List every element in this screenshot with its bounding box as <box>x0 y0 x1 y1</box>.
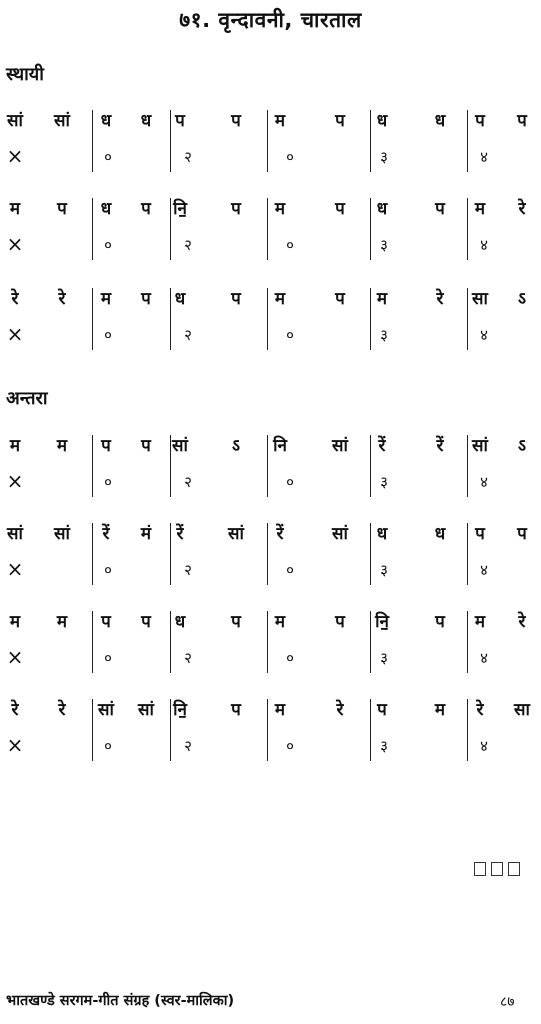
swar-note: प <box>435 199 445 219</box>
swar-note: सा <box>472 289 488 309</box>
swar-note: म <box>274 199 286 219</box>
swar-note: सां <box>228 524 244 544</box>
swar-note: म <box>274 612 286 632</box>
tala-mark: ० <box>104 737 112 755</box>
swar-note: म <box>274 700 286 720</box>
swar-note: प <box>335 111 345 131</box>
swar-note: रे <box>476 700 484 720</box>
sam-mark: × <box>6 733 24 757</box>
tala-mark: ३ <box>380 326 388 344</box>
vibhag-divider <box>267 435 268 497</box>
swar-note: रे <box>518 612 526 632</box>
tala-mark: २ <box>184 236 192 254</box>
swar-note: प <box>517 111 527 131</box>
swar-note: म <box>9 199 21 219</box>
vibhag-divider <box>267 198 268 260</box>
tala-mark: ४ <box>480 649 488 667</box>
vibhag-divider <box>370 110 371 172</box>
vibhag-divider <box>92 288 93 350</box>
tala-marks-row <box>0 557 541 590</box>
swar-note: म <box>9 612 21 632</box>
tala-mark: ० <box>104 148 112 166</box>
swar-note: सा <box>514 700 530 720</box>
tala-mark: ० <box>104 236 112 254</box>
swar-note: ध <box>174 289 186 309</box>
vibhag-divider <box>170 198 171 260</box>
vibhag-divider <box>467 435 468 497</box>
swar-note: ऽ <box>232 436 240 456</box>
swar-note: प <box>175 111 185 131</box>
swar-note: सां <box>332 436 348 456</box>
tala-mark: ४ <box>480 326 488 344</box>
vibhag-divider <box>467 523 468 585</box>
swar-note: रे <box>58 289 66 309</box>
tala-mark: ३ <box>380 649 388 667</box>
vibhag-divider <box>170 699 171 761</box>
section-label: अन्तरा <box>6 388 48 409</box>
notes-row <box>0 697 541 727</box>
tala-mark: ४ <box>480 561 488 579</box>
swar-note: प <box>335 289 345 309</box>
vibhag-divider <box>170 523 171 585</box>
swar-note: प <box>101 612 111 632</box>
swar-note: ध <box>376 524 388 544</box>
vibhag-divider <box>370 288 371 350</box>
vibhag-divider <box>92 523 93 585</box>
vibhag-divider <box>370 435 371 497</box>
swar-note: ध <box>376 199 388 219</box>
vibhag-divider <box>92 110 93 172</box>
swar-note: प <box>231 289 241 309</box>
vibhag-divider <box>170 611 171 673</box>
tala-mark: ३ <box>380 236 388 254</box>
swar-note: सां <box>54 524 70 544</box>
vibhag-divider <box>267 523 268 585</box>
swar-note: प <box>231 199 241 219</box>
swar-note: रे <box>436 289 444 309</box>
tala-mark: ० <box>286 649 294 667</box>
swar-note: प <box>101 436 111 456</box>
tala-mark: २ <box>184 649 192 667</box>
notes-row <box>0 521 541 551</box>
tala-mark: ० <box>104 649 112 667</box>
vibhag-divider <box>467 198 468 260</box>
swar-note: प <box>231 700 241 720</box>
book-footer: भातखण्डे सरगम-गीत संग्रह (स्वर-मालिका) <box>6 993 235 1009</box>
tala-mark: २ <box>184 148 192 166</box>
tala-mark: २ <box>184 737 192 755</box>
vibhag-divider <box>92 435 93 497</box>
tala-mark: ० <box>286 561 294 579</box>
swar-note: म <box>474 612 486 632</box>
swar-note: सां <box>472 436 488 456</box>
swar-note: सां <box>138 700 154 720</box>
tala-mark: ४ <box>480 148 488 166</box>
tala-mark: ० <box>104 326 112 344</box>
tala-mark: ३ <box>380 737 388 755</box>
swar-note: रें <box>378 436 386 456</box>
swar-note: सां <box>332 524 348 544</box>
swar-note: म <box>474 199 486 219</box>
swar-note: रे <box>11 700 19 720</box>
swar-note: प <box>141 436 151 456</box>
notes-row <box>0 196 541 226</box>
notes-row <box>0 108 541 138</box>
swar-note: म <box>434 700 446 720</box>
vibhag-divider <box>467 110 468 172</box>
swar-note: म <box>274 289 286 309</box>
swar-note: प <box>517 524 527 544</box>
vibhag-divider <box>170 435 171 497</box>
tala-mark: ३ <box>380 473 388 491</box>
tala-mark: ३ <box>380 148 388 166</box>
square-icon <box>474 862 486 876</box>
notes-row <box>0 286 541 316</box>
tala-marks-row <box>0 733 541 766</box>
swar-note: म <box>274 111 286 131</box>
tala-mark: ० <box>286 236 294 254</box>
vibhag-divider <box>267 110 268 172</box>
tala-marks-row <box>0 144 541 177</box>
tala-mark: ४ <box>480 236 488 254</box>
swar-note: सां <box>7 111 23 131</box>
tala-mark: २ <box>184 473 192 491</box>
swar-note: प <box>231 612 241 632</box>
vibhag-divider <box>370 198 371 260</box>
tala-mark: ० <box>104 561 112 579</box>
swar-note: सां <box>7 524 23 544</box>
tala-mark: ० <box>286 148 294 166</box>
tala-marks-row <box>0 232 541 265</box>
tala-marks-row <box>0 322 541 355</box>
swar-note: रे <box>336 700 344 720</box>
square-icon <box>508 862 520 876</box>
swar-note: नि॒ <box>173 199 187 219</box>
swar-note: प <box>141 612 151 632</box>
vibhag-divider <box>370 611 371 673</box>
vibhag-divider <box>170 288 171 350</box>
vibhag-divider <box>467 699 468 761</box>
sam-mark: × <box>6 232 24 256</box>
swar-note: ध <box>174 612 186 632</box>
swar-note: नि॒ <box>173 700 187 720</box>
swar-note: ऽ <box>518 436 526 456</box>
swar-note: म <box>56 612 68 632</box>
square-boxes <box>474 862 520 876</box>
swar-note: रें <box>102 524 110 544</box>
swar-note: म <box>9 436 21 456</box>
swar-note: रे <box>11 289 19 309</box>
tala-mark: ३ <box>380 561 388 579</box>
vibhag-divider <box>267 611 268 673</box>
sam-mark: × <box>6 557 24 581</box>
swar-note: प <box>335 612 345 632</box>
swar-note: रे <box>518 199 526 219</box>
tala-mark: ० <box>286 737 294 755</box>
tala-mark: २ <box>184 561 192 579</box>
swar-note: प <box>435 612 445 632</box>
swar-note: प <box>377 700 387 720</box>
vibhag-divider <box>170 110 171 172</box>
tala-mark: २ <box>184 326 192 344</box>
swar-note: मं <box>140 524 152 544</box>
page-title: ७१. वृन्दावनी, चारताल <box>179 8 362 32</box>
notes-row <box>0 433 541 463</box>
swar-note: प <box>57 199 67 219</box>
section-label: स्थायी <box>6 64 44 85</box>
swar-note: सां <box>98 700 114 720</box>
swar-note: सां <box>172 436 188 456</box>
sam-mark: × <box>6 645 24 669</box>
swar-note: ध <box>434 524 446 544</box>
swar-note: ध <box>100 199 112 219</box>
sam-mark: × <box>6 469 24 493</box>
swar-note: रें <box>276 524 284 544</box>
swar-note: प <box>141 199 151 219</box>
swar-note: ध <box>140 111 152 131</box>
vibhag-divider <box>92 611 93 673</box>
tala-marks-row <box>0 469 541 502</box>
tala-marks-row <box>0 645 541 678</box>
swar-note: प <box>141 289 151 309</box>
tala-mark: ० <box>286 473 294 491</box>
vibhag-divider <box>92 198 93 260</box>
swar-note: रे <box>58 700 66 720</box>
swar-note: रें <box>176 524 184 544</box>
swar-note: प <box>335 199 345 219</box>
swar-note: म <box>56 436 68 456</box>
notes-row <box>0 609 541 639</box>
swar-note: नि॒ <box>375 612 389 632</box>
swar-note: रें <box>436 436 444 456</box>
vibhag-divider <box>92 699 93 761</box>
page-number: ८७ <box>500 994 515 1010</box>
vibhag-divider <box>267 288 268 350</box>
square-icon <box>491 862 503 876</box>
swar-note: प <box>475 111 485 131</box>
swar-note: प <box>231 111 241 131</box>
vibhag-divider <box>467 288 468 350</box>
swar-note: सां <box>54 111 70 131</box>
vibhag-divider <box>467 611 468 673</box>
sam-mark: × <box>6 322 24 346</box>
swar-note: नि <box>273 436 287 456</box>
tala-mark: ४ <box>480 737 488 755</box>
swar-note: ध <box>100 111 112 131</box>
swar-note: ऽ <box>518 289 526 309</box>
swar-note: प <box>475 524 485 544</box>
swar-note: म <box>100 289 112 309</box>
vibhag-divider <box>370 523 371 585</box>
vibhag-divider <box>267 699 268 761</box>
swar-note: म <box>376 289 388 309</box>
tala-mark: ० <box>286 326 294 344</box>
swar-note: ध <box>376 111 388 131</box>
tala-mark: ४ <box>480 473 488 491</box>
vibhag-divider <box>370 699 371 761</box>
swar-note: ध <box>434 111 446 131</box>
sam-mark: × <box>6 144 24 168</box>
tala-mark: ० <box>104 473 112 491</box>
